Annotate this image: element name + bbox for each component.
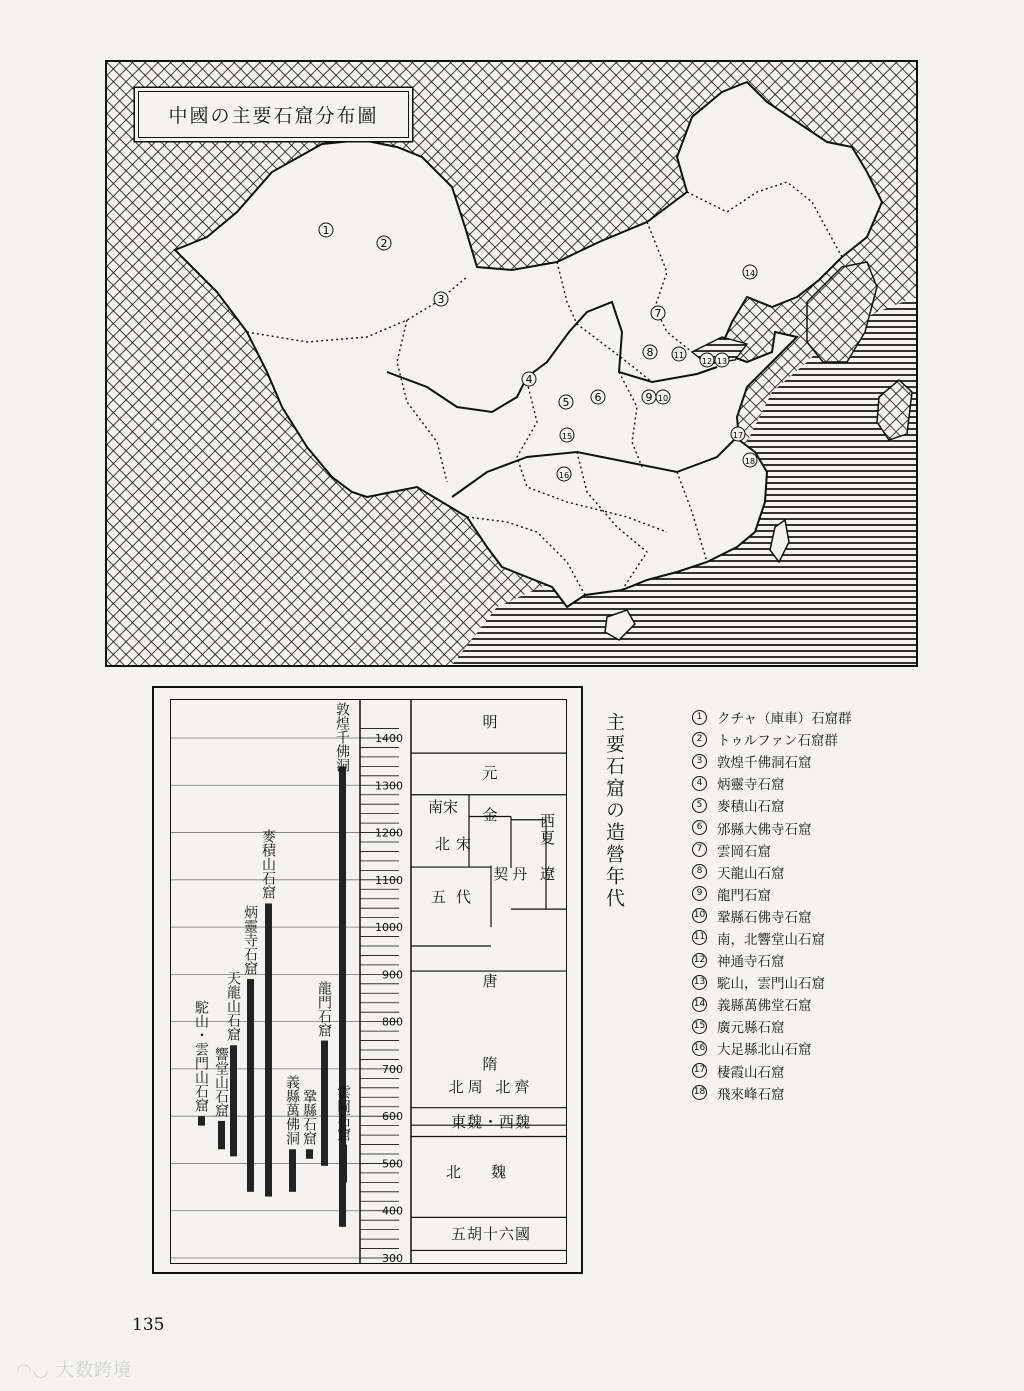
legend-item xyxy=(692,794,952,816)
watermark xyxy=(16,1356,132,1382)
legend-number: 18 xyxy=(692,1085,707,1100)
legend-number: 11 xyxy=(692,930,707,945)
legend-label: 廣元縣石窟 xyxy=(717,1020,785,1037)
legend-label: 棲霞山石窟 xyxy=(717,1064,785,1081)
legend-item xyxy=(692,1015,952,1037)
year-tick-label: 1100 xyxy=(375,873,403,887)
cave-bar xyxy=(218,1121,225,1149)
svg-text:16: 16 xyxy=(558,471,570,480)
site-marker-9 xyxy=(642,390,656,404)
legend-label: 麥積山石窟 xyxy=(717,799,785,816)
legend-label: 飛來峰石窟 xyxy=(717,1086,785,1103)
legend-number: 15 xyxy=(692,1019,707,1034)
svg-text:9: 9 xyxy=(645,391,653,404)
cave-bar xyxy=(321,1041,328,1166)
year-tick-label: 800 xyxy=(382,1015,403,1029)
svg-text:7: 7 xyxy=(654,307,662,320)
timeline-frame xyxy=(170,699,567,1264)
year-tick-label: 500 xyxy=(382,1157,403,1171)
cave-label: 炳靈寺石窟 xyxy=(242,905,258,976)
watermark-logo-icon: ◠◡ xyxy=(16,1360,57,1381)
year-tick-label: 300 xyxy=(382,1252,403,1263)
cave-legend xyxy=(692,706,952,1104)
year-tick-label: 700 xyxy=(382,1062,403,1076)
legend-item xyxy=(692,816,952,838)
legend-label: 龍門石窟 xyxy=(717,887,771,904)
period-five-dynasties: 五代 xyxy=(430,887,481,906)
year-tick-label: 1400 xyxy=(375,732,403,745)
period-sui: 隋 xyxy=(482,1054,500,1073)
cave-label: 天龍山石窟 xyxy=(225,971,241,1042)
legend-number: 3 xyxy=(692,754,707,769)
site-marker-17 xyxy=(731,427,745,441)
legend-number: 7 xyxy=(692,842,707,857)
cave-label: 麥積山石窟 xyxy=(260,829,276,900)
legend-number: 5 xyxy=(692,798,707,813)
legend-number: 12 xyxy=(692,953,707,968)
cave-label: 雲岡石窟 xyxy=(335,1084,351,1141)
legend-label: 邠縣大佛寺石窟 xyxy=(717,821,812,838)
legend-label: 駝山，雲門山石窟 xyxy=(717,976,825,993)
site-marker-3 xyxy=(434,292,448,306)
legend-item xyxy=(692,1060,952,1082)
site-marker-2 xyxy=(377,236,391,250)
period-southern-song: 南宋 xyxy=(427,797,458,816)
site-marker-7 xyxy=(651,306,665,320)
legend-number: 17 xyxy=(692,1063,707,1078)
cave-bar xyxy=(340,1145,347,1183)
legend-label: 南，北響堂山石窟 xyxy=(717,931,825,948)
legend-label: 雲岡石窟 xyxy=(717,843,771,860)
year-tick-label: 1200 xyxy=(375,826,403,840)
site-marker-8 xyxy=(643,345,657,359)
legend-label: トゥルファン石窟群 xyxy=(717,733,838,750)
legend-item xyxy=(692,971,952,993)
legend-label: 神通寺石窟 xyxy=(717,954,785,971)
site-marker-18 xyxy=(743,453,757,467)
legend-item xyxy=(692,993,952,1015)
legend-item xyxy=(692,728,952,750)
legend-number: 1 xyxy=(692,710,707,725)
legend-item xyxy=(692,883,952,905)
period-northern-wei: 北魏 xyxy=(445,1162,536,1181)
period-jin: 金 xyxy=(482,805,500,824)
site-marker-12 xyxy=(700,353,714,367)
legend-label: 鞏縣石佛寺石窟 xyxy=(717,909,812,926)
legend-item xyxy=(692,1037,952,1059)
legend-number: 8 xyxy=(692,864,707,879)
cave-bar xyxy=(198,1116,205,1125)
svg-text:15: 15 xyxy=(561,432,573,441)
period-sixteen-kingdoms: 五胡十六國 xyxy=(450,1224,531,1243)
watermark-text: 大数跨境 xyxy=(56,1360,133,1381)
svg-text:17: 17 xyxy=(732,431,744,440)
svg-text:11: 11 xyxy=(673,351,685,360)
cave-label: 龍門石窟 xyxy=(316,980,332,1037)
legend-item xyxy=(692,750,952,772)
year-tick-label: 1300 xyxy=(375,779,403,793)
site-marker-11 xyxy=(672,347,686,361)
cave-bar xyxy=(306,1149,313,1158)
year-tick-label: 900 xyxy=(382,968,403,982)
cave-label: 駝山・雲門山石窟 xyxy=(193,1000,209,1113)
legend-number: 14 xyxy=(692,997,707,1012)
legend-item xyxy=(692,839,952,861)
svg-text:3: 3 xyxy=(437,293,445,306)
year-tick-label: 1000 xyxy=(375,921,403,935)
period-western-xia: 西夏 xyxy=(538,813,556,847)
legend-label: クチャ（庫車）石窟群 xyxy=(717,711,852,728)
period-eastern-western-wei: 東魏・西魏 xyxy=(450,1112,531,1131)
svg-text:5: 5 xyxy=(562,396,570,409)
period-yuan: 元 xyxy=(482,763,500,782)
legend-number: 10 xyxy=(692,908,707,923)
svg-text:6: 6 xyxy=(594,391,602,404)
legend-item xyxy=(692,927,952,949)
legend-item xyxy=(692,905,952,927)
svg-text:10: 10 xyxy=(657,394,669,403)
year-tick-label: 400 xyxy=(382,1204,403,1218)
period-tang: 唐 xyxy=(482,971,500,990)
legend-item xyxy=(692,706,952,728)
page-number: 135 xyxy=(132,1315,165,1335)
site-marker-14 xyxy=(743,265,757,279)
cave-timeline-chart xyxy=(152,686,583,1274)
period-khitan-liao: 契丹 遼 xyxy=(493,864,559,883)
legend-number: 6 xyxy=(692,820,707,835)
site-marker-13 xyxy=(715,353,729,367)
svg-text:14: 14 xyxy=(744,269,756,278)
legend-number: 9 xyxy=(692,886,707,901)
svg-text:18: 18 xyxy=(744,457,756,466)
year-tick-label: 600 xyxy=(382,1110,403,1124)
legend-number: 13 xyxy=(692,975,707,990)
site-marker-4 xyxy=(522,372,536,386)
svg-text:2: 2 xyxy=(380,237,388,250)
legend-item xyxy=(692,861,952,883)
legend-label: 敦煌千佛洞石窟 xyxy=(717,755,812,772)
legend-label: 大足縣北山石窟 xyxy=(717,1042,812,1059)
cave-bar xyxy=(230,1045,237,1156)
period-northern-song: 北宋 xyxy=(434,834,477,853)
cave-bar xyxy=(289,1149,296,1192)
china-cave-map xyxy=(105,60,918,667)
legend-number: 2 xyxy=(692,732,707,747)
period-ming: 明 xyxy=(482,712,500,731)
cave-bar xyxy=(247,979,254,1192)
legend-item xyxy=(692,949,952,971)
site-marker-15 xyxy=(560,428,574,442)
legend-label: 義縣萬佛堂石窟 xyxy=(717,998,812,1015)
svg-text:1: 1 xyxy=(322,224,330,237)
site-marker-5 xyxy=(559,395,573,409)
period-northern-zhou-qi: 北周 北齊 xyxy=(448,1077,534,1096)
chart-title: 主要石窟の造營年代 xyxy=(603,712,625,910)
svg-text:8: 8 xyxy=(646,346,654,359)
cave-label: 敦煌千佛洞 xyxy=(334,702,350,772)
map-title: 中國の主要石窟分布圖 xyxy=(138,91,409,138)
cave-label: 鞏縣石窟 xyxy=(301,1089,317,1146)
site-marker-6 xyxy=(591,390,605,404)
legend-item xyxy=(692,772,952,794)
legend-number: 16 xyxy=(692,1041,707,1056)
site-marker-16 xyxy=(557,467,571,481)
svg-text:4: 4 xyxy=(525,373,533,386)
map-drawing xyxy=(107,62,916,665)
svg-text:13: 13 xyxy=(716,357,728,366)
legend-label: 天龍山石窟 xyxy=(717,865,785,882)
site-marker-1 xyxy=(319,223,333,237)
svg-text:12: 12 xyxy=(701,357,713,366)
legend-label: 炳靈寺石窟 xyxy=(717,777,785,794)
site-marker-10 xyxy=(656,390,670,404)
cave-bar xyxy=(265,903,272,1196)
cave-label: 義縣萬佛洞 xyxy=(284,1075,300,1146)
cave-label: 響堂山石窟 xyxy=(213,1046,229,1117)
legend-number: 4 xyxy=(692,776,707,791)
legend-item xyxy=(692,1082,952,1104)
